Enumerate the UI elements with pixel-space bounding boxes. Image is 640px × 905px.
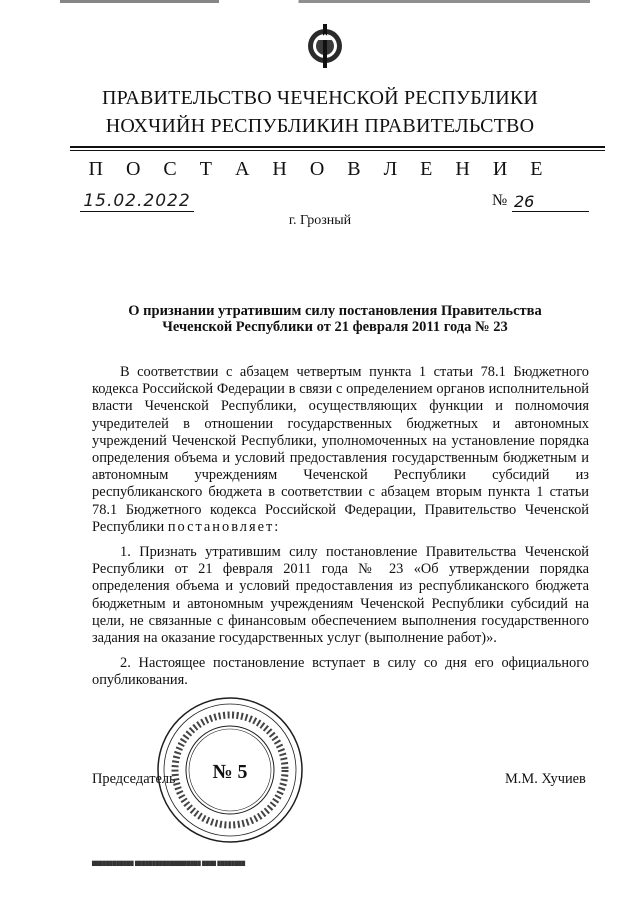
document-subject: О признании утратившим силу постановления Правительства Чеченской Республики от 21 февраля 2011 года № 23 [128,303,542,335]
preamble [92,364,589,536]
document-date: 15.02.2022 [80,191,194,212]
document-type: П О С Т А Н О В Л Е Н И Е [88,158,552,180]
item-1: 1. Признать утратившим силу постановление Правительства Чеченской Республики от 21 февраля 2011 года № 23 «Об утверждении порядка определения объема и условий предоставления из республиканского бюджета бюджетным и автономным учреждениям Чеченской Республики субсидий на цели, не связанные с финансовым обеспечением выполнения государственного задания на оказание государственных услуг (выполнение работ)». [92,544,589,647]
scan-edge [60,0,590,3]
document-body [92,364,589,698]
footer-file-path: ████████████ ███████████████████ ████ ████████ [92,862,246,867]
resolves-word: постановляет: [167,518,281,535]
header-rule-thin [70,150,605,151]
seal-number: № 5 [212,761,248,783]
item-2: 2. Настоящее постановление вступает в силу со дня его официального опубликования. [92,655,589,689]
city: г. Грозный [288,213,352,228]
header-rule [70,146,605,148]
preamble-text: В соответствии с абзацем четвертым пункта 1 статьи 78.1 Бюджетного кодекса Российской Федерации в связи с определением органов исполнительной власти Чеченской Республики, осуществляющих функции и полномочия учредителей в отношении государственных бюджетных и автономных учреждений Чеченской Республики, уполномоченных на установление порядка определения объема и условий предоставления государственным бюджетным и автономным учреждениям Чеченской Республики субсидий из республиканского бюджета в соответствии с абзацем вторым пункта 1 статьи 78.1 Бюджетного кодекса Российской Федерации, Правительство Чеченской Республики [92,364,589,535]
signatory-role: Председатель [92,771,176,787]
chechen-republic-emblem-icon [306,20,344,72]
government-name: ПРАВИТЕЛЬСТВО ЧЕЧЕНСКОЙ РЕСПУБЛИКИ [101,87,539,109]
signatory-name: М.М. Хучиев [505,771,586,787]
official-round-stamp-icon [155,695,305,845]
document-number: 26 [512,192,589,212]
government-name-chechen: НОХЧИЙН РЕСПУБЛИКИН ПРАВИТЕЛЬСТВО [105,115,535,137]
number-label: № [492,192,508,209]
